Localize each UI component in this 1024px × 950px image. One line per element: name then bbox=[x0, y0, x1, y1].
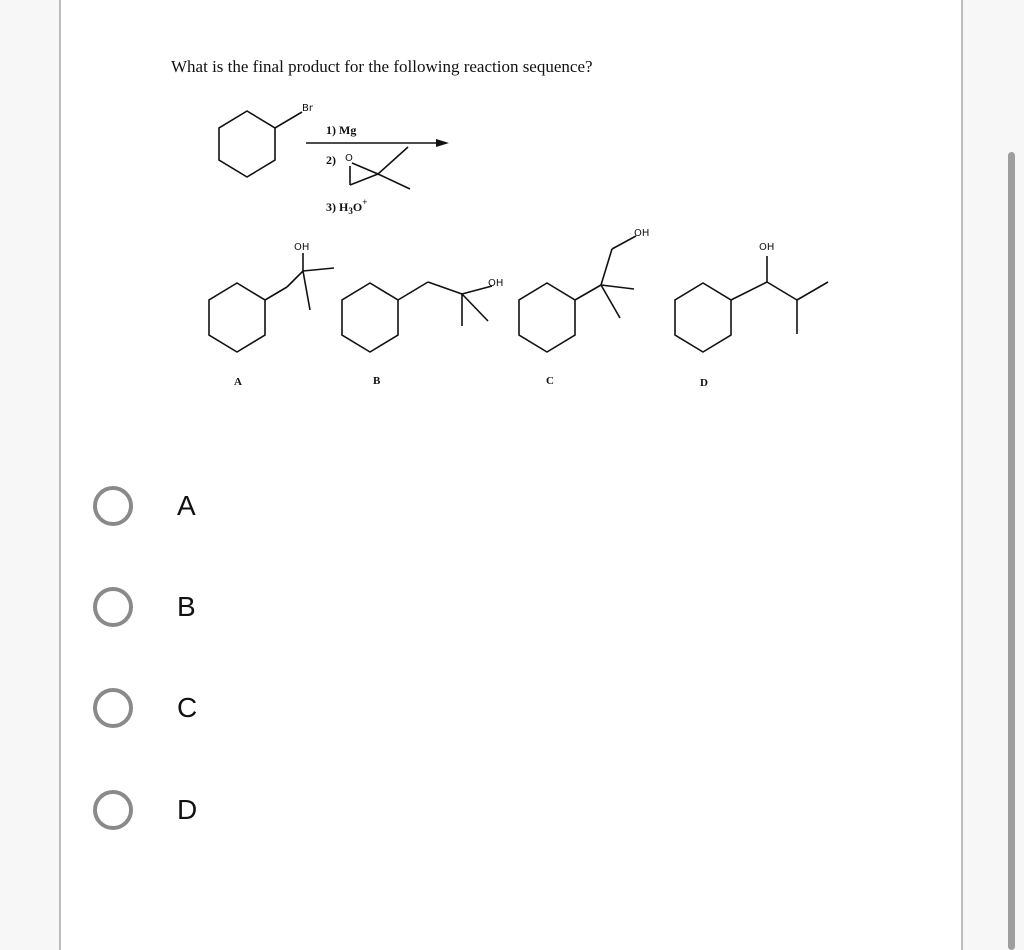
structure-c-oh-label: OH bbox=[634, 228, 650, 239]
structure-b-label: B bbox=[373, 375, 381, 387]
structure-a-label: A bbox=[234, 376, 242, 388]
option-a[interactable] bbox=[93, 481, 313, 531]
step1-text: 1) Mg bbox=[326, 123, 357, 137]
epoxide-structure bbox=[350, 147, 410, 189]
structure-b-oh-label: OH bbox=[488, 278, 504, 289]
option-b-radio[interactable] bbox=[93, 587, 133, 627]
reaction-figure bbox=[0, 0, 1024, 420]
option-a-label: A bbox=[177, 490, 196, 521]
option-a-radio[interactable] bbox=[93, 486, 133, 526]
option-d[interactable] bbox=[93, 785, 313, 835]
structure-b bbox=[342, 278, 503, 387]
option-d-radio[interactable] bbox=[93, 790, 133, 830]
structure-a bbox=[209, 242, 334, 388]
option-d-label: D bbox=[177, 794, 198, 825]
reactant-structure bbox=[219, 103, 314, 177]
option-c-label: C bbox=[177, 692, 198, 723]
scrollbar[interactable] bbox=[1008, 152, 1015, 950]
structure-c-label: C bbox=[546, 375, 554, 387]
step2-text: 2) bbox=[326, 153, 336, 167]
structure-d-oh-label: OH bbox=[759, 242, 775, 253]
structure-c bbox=[519, 228, 649, 387]
epoxide-o-label: O bbox=[345, 153, 353, 164]
reactant-br-label: Br bbox=[302, 103, 313, 114]
structure-d-label: D bbox=[700, 377, 708, 389]
option-c-radio[interactable] bbox=[93, 688, 133, 728]
step3-text: 3) $H_3O^+$ bbox=[326, 197, 368, 216]
structure-a-oh-label: OH bbox=[294, 242, 310, 253]
option-c[interactable] bbox=[93, 683, 313, 733]
option-b[interactable] bbox=[93, 582, 313, 632]
reaction-conditions bbox=[326, 123, 367, 216]
option-b-label: B bbox=[177, 591, 196, 622]
reaction-arrow bbox=[306, 139, 449, 147]
question-text: What is the final product for the following reaction sequence? bbox=[171, 57, 593, 76]
structure-d bbox=[675, 242, 828, 389]
